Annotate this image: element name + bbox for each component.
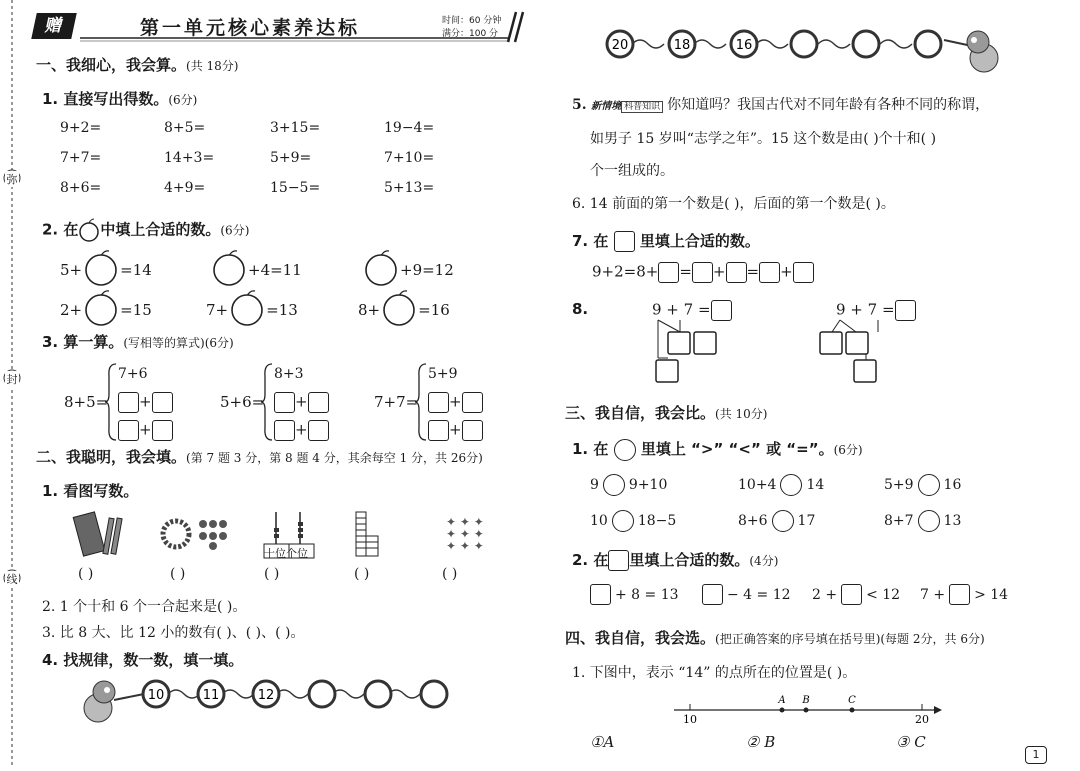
compare-item	[884, 474, 961, 496]
eq-suffix: =16	[418, 301, 450, 319]
time-limit: 时间：60 分钟	[442, 16, 502, 26]
q3-sum-row	[118, 420, 173, 441]
seq-num: 16	[735, 38, 753, 53]
seq-num: 11	[202, 688, 220, 703]
answer-box[interactable]	[152, 420, 173, 441]
q1-item: 8+5=	[164, 120, 206, 136]
point-b: B	[802, 695, 810, 706]
apple-icon[interactable]	[84, 290, 118, 330]
compare-circle[interactable]	[918, 474, 940, 496]
compare-circle[interactable]	[918, 510, 940, 532]
answer-blank[interactable]: ( )	[442, 566, 458, 582]
section-3-title: 三、我自信，我会比。(共 10分)	[565, 404, 768, 422]
answer-box[interactable]	[428, 392, 449, 413]
q2-7-eq: 9+2=8+ = + = +	[592, 262, 814, 283]
compare-left: 10+4	[738, 477, 777, 493]
eq-prefix: 8+	[358, 301, 381, 319]
fill-item	[812, 584, 900, 605]
q3-sum-row	[428, 392, 483, 413]
plus-sign: +	[295, 420, 308, 439]
q2-5-line2: 如男子 15 岁叫“志学之年”。15 这个数是由( )个十和( )	[590, 131, 937, 147]
compare-circle[interactable]	[612, 510, 634, 532]
q1-label: 1. 直接写出得数。(6分)	[42, 90, 198, 108]
apple-equation	[60, 290, 152, 330]
answer-box[interactable]	[428, 420, 449, 441]
seq-num: 20	[611, 38, 629, 53]
q3-1-label: 1. 在 里填上 “>” “<” 或 “=”。(6分)	[572, 438, 863, 461]
compare-right: 18−5	[637, 513, 677, 529]
choice-a[interactable]: ①A	[590, 733, 615, 751]
plus-sign: +	[449, 392, 462, 411]
circle-icon	[614, 439, 636, 461]
compare-right: 13	[943, 513, 962, 529]
q2-8-label: 8.	[572, 300, 589, 318]
section-4-title: 四、我自信，我会选。(把正确答案的序号填在括号里)(每题 2分，共 6分)	[565, 629, 985, 647]
compare-right: 16	[943, 477, 962, 493]
compare-right: 9+10	[628, 477, 668, 493]
compare-item	[738, 510, 815, 532]
seq-num: 18	[673, 38, 691, 53]
fill-suffix: + 8 = 13	[615, 586, 679, 603]
q1-item: 7+10=	[384, 150, 435, 166]
answer-blank[interactable]: ( )	[264, 566, 280, 582]
answer-blank[interactable]: ( )	[78, 566, 94, 582]
number-line	[670, 690, 950, 726]
q4-1: 1. 下图中，表示 “14” 的点所在的位置是( )。	[572, 665, 857, 681]
point-c: C	[848, 695, 856, 706]
fill-suffix: < 12	[866, 586, 901, 603]
axis-max: 20	[915, 713, 929, 726]
svg-text:✦ ✦ ✦: ✦ ✦ ✦	[446, 539, 484, 553]
q2-7-label: 7. 在 里填上合适的数。	[572, 232, 760, 250]
fill-item	[590, 584, 679, 605]
compare-left: 10	[590, 513, 608, 529]
apple-icon[interactable]	[364, 250, 398, 290]
apple-equation	[206, 290, 298, 330]
seal-label: 线	[6, 573, 18, 586]
q1-item: 9+2=	[60, 120, 102, 136]
answer-box[interactable]	[308, 420, 329, 441]
q2-6: 6. 14 前面的第一个数是( )，后面的第一个数是( )。	[572, 196, 895, 212]
q2-8-a: 9 + 7 =	[652, 300, 732, 321]
mascot-icon	[944, 31, 998, 72]
eq-suffix: =13	[266, 301, 298, 319]
seal-label: 封	[6, 373, 18, 386]
beads-icon	[163, 520, 227, 550]
answer-box[interactable]	[308, 392, 329, 413]
q1-item: 14+3=	[164, 150, 215, 166]
q3-sum-row	[274, 420, 329, 441]
q2-5-line3: 个一组成的。	[590, 163, 674, 179]
eq-prefix: 7+	[206, 301, 229, 319]
q2-8-b: 9 + 7 =	[836, 300, 916, 321]
apple-icon[interactable]	[84, 250, 118, 290]
box-icon	[608, 550, 629, 571]
compare-item	[590, 510, 676, 532]
full-score: 满分：100 分	[442, 29, 499, 39]
top-sequence	[600, 22, 1020, 82]
q2-5-line1: 5. 新情境 科普知识 你知道吗？我国古代对不同年龄有各种不同的称谓，	[572, 97, 990, 113]
fill-item	[702, 584, 791, 605]
section-2-title: 二、我聪明，我会填。(第 7 题 3 分，第 8 题 4 分，其余每空 1 分，共 26分)	[36, 448, 483, 466]
q3-lhs: 8+5=	[64, 393, 109, 411]
q1-item: 5+13=	[384, 180, 435, 196]
answer-box[interactable]	[658, 262, 679, 283]
q3-sum-row	[428, 420, 483, 441]
plus-sign: +	[449, 420, 462, 439]
compare-right: 14	[806, 477, 825, 493]
answer-blank[interactable]: ( )	[170, 566, 186, 582]
brace-icon	[260, 362, 274, 446]
q1-item: 5+9=	[270, 150, 312, 166]
answer-box[interactable]	[949, 584, 970, 605]
page-number: 1	[1025, 746, 1047, 764]
point-a: A	[778, 695, 786, 706]
fill-suffix: > 14	[974, 586, 1009, 603]
eq-suffix: +9=12	[400, 261, 454, 279]
section-1-title: 一、我细心，我会算。(共 18分)	[36, 56, 239, 74]
apple-icon[interactable]	[230, 290, 264, 330]
fill-suffix: − 4 = 12	[727, 586, 791, 603]
apple-icon	[78, 218, 100, 242]
apple-icon[interactable]	[212, 250, 246, 290]
q3-label: 3. 算一算。(写相等的算式)(6分)	[42, 333, 234, 351]
box-icon	[614, 231, 635, 252]
svg-text:✦ ✦ ✦: ✦ ✦ ✦	[446, 527, 484, 541]
compare-left: 5+9	[884, 477, 914, 493]
answer-box[interactable]	[152, 392, 173, 413]
blocks-icon	[356, 512, 378, 556]
choice-c[interactable]: ③ C	[896, 733, 926, 751]
answer-box[interactable]	[841, 584, 862, 605]
compare-left: 8+7	[884, 513, 914, 529]
answer-blank[interactable]: ( )	[354, 566, 370, 582]
plus-sign: +	[295, 392, 308, 411]
q1-item: 15−5=	[270, 180, 321, 196]
gift-badge: 赠	[31, 13, 77, 39]
eq-suffix: =14	[120, 261, 152, 279]
eq-suffix: =15	[120, 301, 152, 319]
abacus-label: 十位个位	[264, 547, 308, 560]
apple-equation	[60, 250, 152, 290]
q3-2-label: 2. 在 里填上合适的数。(4分)	[572, 551, 779, 569]
compare-right: 17	[797, 513, 816, 529]
axis-min: 10	[683, 713, 697, 726]
plus-sign: +	[139, 392, 152, 411]
q1-item: 3+15=	[270, 120, 321, 136]
brace-icon	[104, 362, 118, 446]
apple-equation	[358, 290, 450, 330]
sticks-icon	[73, 512, 122, 556]
answer-box[interactable]	[274, 420, 295, 441]
bottom-sequence	[70, 670, 490, 730]
binding-gutter	[0, 0, 30, 767]
q3-top: 5+9	[428, 366, 458, 382]
compare-left: 8+6	[738, 513, 768, 529]
compare-left: 9	[590, 477, 599, 493]
apple-icon[interactable]	[382, 290, 416, 330]
compare-circle[interactable]	[772, 510, 794, 532]
compare-circle[interactable]	[780, 474, 802, 496]
q1-item: 7+7=	[60, 150, 102, 166]
answer-box[interactable]	[590, 584, 611, 605]
answer-box[interactable]	[462, 420, 483, 441]
compare-circle[interactable]	[603, 474, 625, 496]
answer-box[interactable]	[759, 262, 780, 283]
svg-text:✦ ✦ ✦: ✦ ✦ ✦	[446, 515, 484, 529]
plants-icon	[446, 515, 484, 553]
compare-item	[738, 474, 824, 496]
q1-item: 19−4=	[384, 120, 435, 136]
eq-prefix: 5+	[60, 261, 83, 279]
fill-item	[920, 584, 1008, 605]
apple-equation	[210, 250, 302, 290]
answer-box[interactable]	[274, 392, 295, 413]
answer-box[interactable]	[692, 262, 713, 283]
answer-box[interactable]	[118, 392, 139, 413]
q2-1-label: 1. 看图写数。	[42, 482, 139, 500]
seq-num: 10	[147, 688, 165, 703]
decompose-lines	[640, 318, 960, 388]
q1-item: 4+9=	[164, 180, 206, 196]
page-title: 第一单元核心素养达标	[140, 17, 361, 39]
q3-lhs: 5+6=	[220, 393, 265, 411]
brace-icon	[414, 362, 428, 446]
compare-item	[884, 510, 961, 532]
answer-box[interactable]	[462, 392, 483, 413]
answer-box[interactable]	[793, 262, 814, 283]
seq-num: 12	[257, 688, 275, 703]
eq-suffix: +4=11	[248, 261, 302, 279]
q3-top: 8+3	[274, 366, 304, 382]
q3-top: 7+6	[118, 366, 148, 382]
choice-b[interactable]: ② B	[746, 733, 776, 751]
q2-3: 3. 比 8 大、比 12 小的数有( )、( )、( )。	[42, 625, 305, 641]
q2-4-label: 4. 找规律，数一数，填一填。	[42, 651, 244, 669]
q3-sum-row	[118, 392, 173, 413]
mascot-icon	[84, 681, 144, 722]
eq-prefix: 2+	[60, 301, 83, 319]
q3-lhs: 7+7=	[374, 393, 419, 411]
seal-label: 弥	[6, 173, 18, 186]
q2-label: 2. 在 中填上合适的数。(6分)	[42, 218, 249, 242]
plus-sign: +	[139, 420, 152, 439]
answer-box[interactable]	[118, 420, 139, 441]
answer-box[interactable]	[726, 262, 747, 283]
fill-prefix: 2 +	[812, 586, 838, 603]
q2-2: 2. 1 个十和 6 个一合起来是( )。	[42, 599, 247, 615]
apple-equation	[362, 250, 454, 290]
q1-item: 8+6=	[60, 180, 102, 196]
compare-item	[590, 474, 667, 496]
fill-prefix: 7 +	[920, 586, 946, 603]
q3-sum-row	[274, 392, 329, 413]
answer-box[interactable]	[702, 584, 723, 605]
